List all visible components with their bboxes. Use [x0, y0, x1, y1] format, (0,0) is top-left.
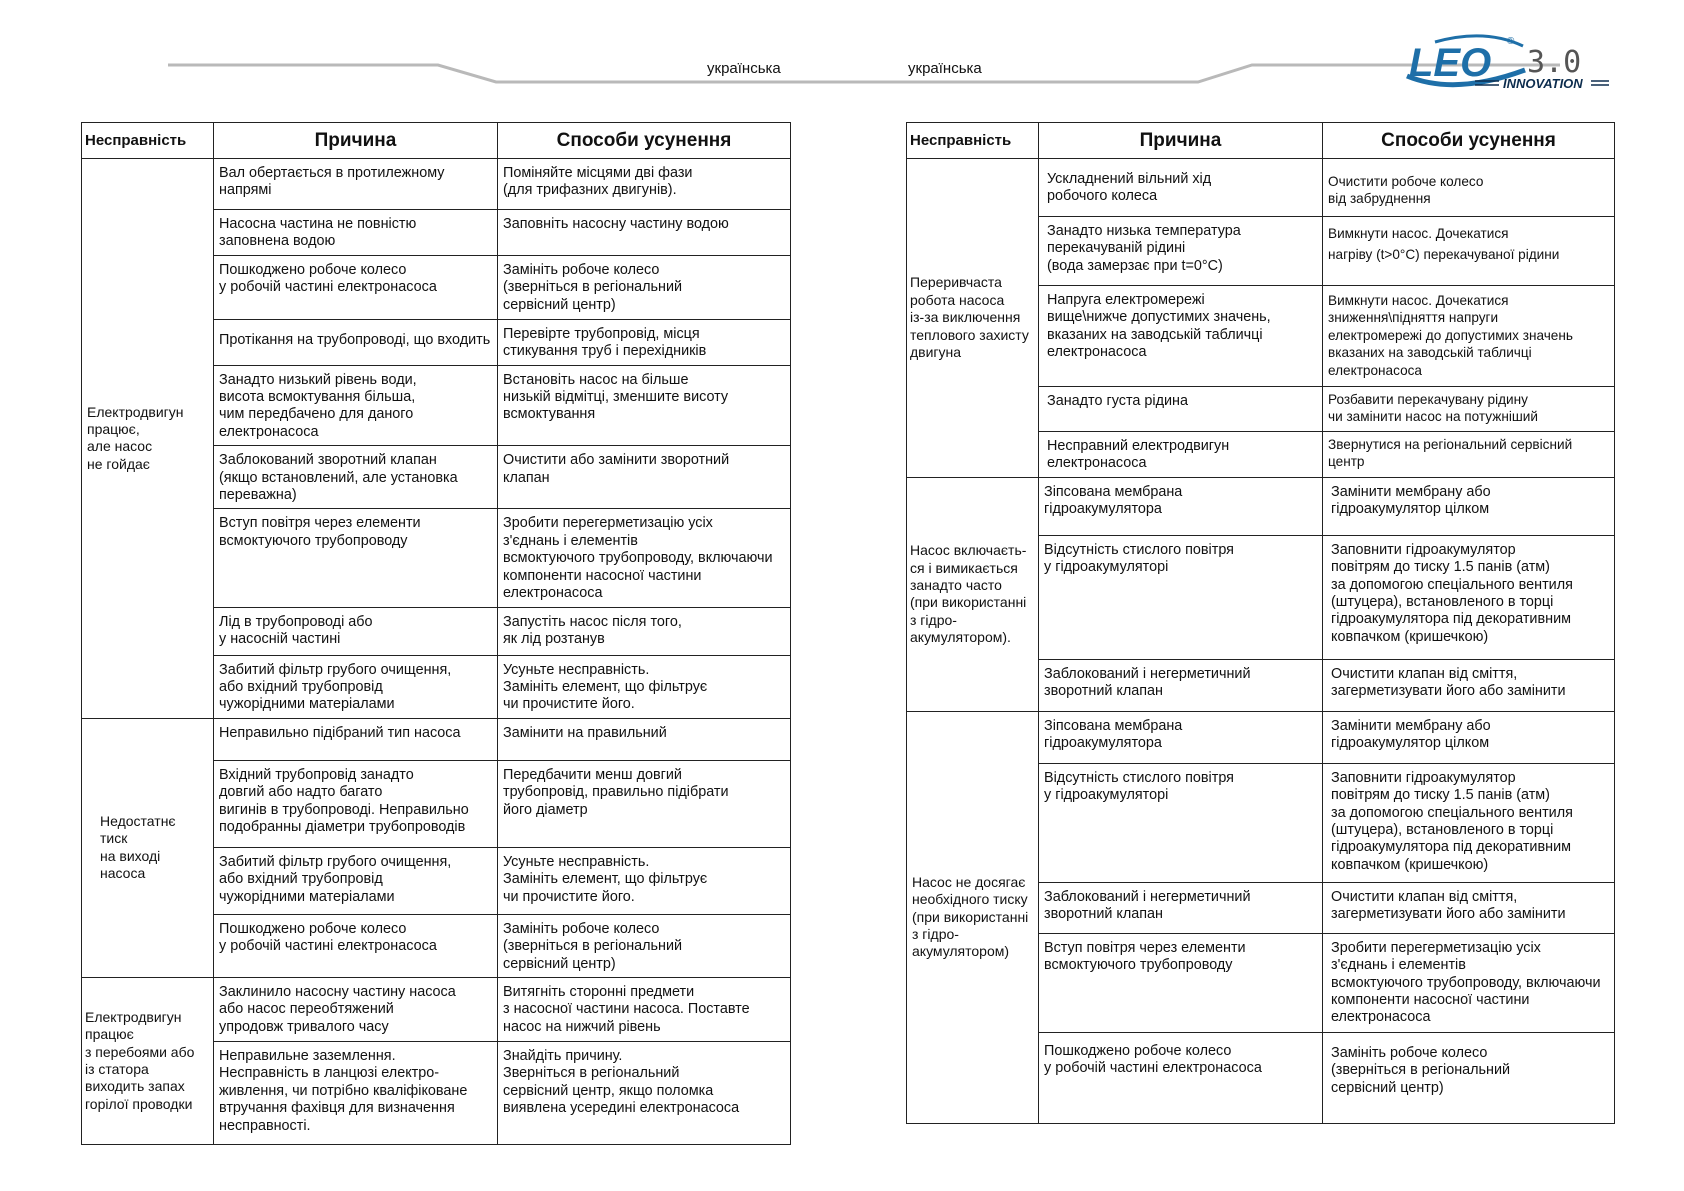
cause-text: Зіпсована мембрана гідроакумулятора	[1044, 483, 1183, 518]
table-row	[907, 159, 1615, 217]
fault-cell	[82, 718, 214, 977]
language-label-right: українська	[908, 60, 982, 77]
fault-text: Переривчаста робота насоса із-за виключення теплового захисту двигуна	[910, 274, 1029, 361]
logo-registered: ®	[1507, 36, 1515, 47]
remedy-text: Вимкнути насос. Дочекатися нагріву (t>0°C) перекачуваної рідини	[1328, 226, 1560, 262]
language-label-left: українська	[707, 60, 781, 77]
troubleshooting-table-left	[81, 122, 791, 1145]
cause-text: Забитий фільтр грубого очищення, або вхідний трубопровід чужорідними матеріалами	[219, 853, 452, 905]
cause-text: Насосна частина не повністю заповнена водою	[219, 216, 417, 250]
table-header-row	[907, 123, 1615, 159]
remedy-text: Замініть робоче колесо (зверніться в регіональний сервісний центр)	[503, 920, 683, 972]
remedy-text: Вимкнути насос. Дочекатися зниження\підняття напруги електромережі до допустимих значень вказаних на заводській табличці електронасоса	[1328, 293, 1573, 378]
cause-text: Пошкоджено робоче колесо у робочій частині електронасоса	[1044, 1042, 1262, 1077]
remedy-text: Зробити перегерметизацію усіх з'єднань і елементів всмоктуючого трубопроводу, включаючи компоненти насосної частини електронасоса	[503, 515, 773, 602]
logo-version: 3.0	[1527, 45, 1582, 80]
cause-text: Лід в трубопроводі або у насосній частині	[219, 613, 373, 647]
table-row	[907, 477, 1615, 535]
table-row	[82, 718, 791, 760]
cause-text: Занадто низька температура перекачуваній рідині (вода замерзає при t=0°C)	[1047, 223, 1241, 274]
table-header-row	[82, 123, 791, 159]
remedy-text: Замініть робоче колесо (зверніться в регіональний сервісний центр)	[503, 261, 683, 313]
cause-text: Забитий фільтр грубого очищення, або вхідний трубопровід чужорідними матеріалами	[219, 661, 452, 713]
fault-cell	[82, 159, 214, 719]
table-row	[82, 159, 791, 210]
column-header-remedy: Способи усунення	[1323, 123, 1615, 159]
remedy-text: Замінити на правильний	[503, 724, 667, 741]
logo-tagline: INNOVATION	[1503, 76, 1583, 91]
cause-text: Пошкоджено робоче колесо у робочій частині електронасоса	[219, 261, 437, 296]
remedy-text: Заповніть насосну частину водою	[503, 216, 729, 232]
cause-text: Вхідний трубопровід занадто довгий або надто багато вигинів в трубопроводі. Неправильно подобранны діаметри трубопроводів	[219, 766, 469, 835]
cause-text: Вал обертається в протилежному напрямі	[219, 165, 445, 199]
cause-text: Заблокований і негерметичний зворотний клапан	[1044, 665, 1251, 700]
troubleshooting-table-right	[906, 122, 1615, 1124]
remedy-text: Витягніть сторонні предмети з насосної частини насоса. Поставте насос на нижчий рівень	[503, 983, 750, 1035]
cause-text: Протікання на трубопроводі, що входить	[219, 331, 491, 348]
cause-text: Заблокований зворотний клапан (якщо встановлений, але установка переважна)	[219, 452, 458, 504]
column-header-cause: Причина	[1039, 123, 1323, 159]
remedy-text: Перевірте трубопровід, місця стикування труб і перехідників	[503, 325, 707, 360]
fault-cell	[82, 977, 214, 1144]
cause-text: Неправильно підібраний тип насоса	[219, 724, 461, 741]
remedy-text: Передбачити менш довгий трубопровід, правильно підібрати його діаметр	[503, 766, 729, 818]
cause-text: Вступ повітря через елементи всмоктуючого трубопроводу	[219, 515, 421, 549]
logo-brand: LEO	[1409, 41, 1492, 85]
remedy-text: Поміняйте місцями дві фази (для трифазних двигунів).	[503, 165, 693, 199]
fault-text: Недостатнє тиск на виході насоса	[100, 813, 176, 882]
remedy-text: Зробити перегерметизацію усіх з'єднань і елементів всмоктуючого трубопроводу, включаючи компоненти насосної частини електронасоса	[1331, 939, 1601, 1026]
remedy-text: Усуньте несправність. Замініть елемент, що фільтрує чи прочистите його.	[503, 661, 708, 713]
fault-cell	[907, 159, 1039, 478]
leo-logo	[1395, 30, 1625, 94]
cause-text: Неправильне заземлення. Несправність в ланцюзі електро- живлення, чи потрібно кваліфіковане втручання фахівця для визначення несправності.	[219, 1047, 468, 1134]
cause-text: Заблокований і негерметичний зворотний клапан	[1044, 888, 1251, 923]
table-row	[907, 711, 1615, 763]
remedy-text: Знайдіть причину. Зверніться в регіональний сервісний центр, якщо поломка виявлена усередині електронасоса	[503, 1047, 740, 1117]
fault-cell	[907, 477, 1039, 711]
cause-text: Заклинило насосну частину насоса або насос переобтяжений упродовж тривалого часу	[219, 983, 456, 1035]
remedy-text: Очистити робоче колесо від забруднення	[1328, 174, 1484, 207]
remedy-text: Очистити клапан від сміття, загерметизувати його або замінити	[1331, 665, 1566, 700]
fault-text: Електродвигун працює, але насос не гойдає	[87, 403, 184, 472]
remedy-text: Замінити мембрану або гідроакумулятор цілком	[1331, 717, 1491, 752]
remedy-text: Запустіть насос після того, як лід розтанув	[503, 613, 682, 647]
cause-text: Ускладнений вільний хід робочого колеса	[1047, 171, 1212, 205]
cause-text: Занадто густа рідина	[1047, 393, 1188, 409]
cause-text: Напруга електромережі вище\нижче допустимих значень, вказаних на заводській табличці електронасоса	[1047, 292, 1271, 361]
remedy-text: Замінити мембрану або гідроакумулятор цілком	[1331, 483, 1491, 518]
remedy-text: Заповнити гідроакумулятор повітрям до тиску 1.5 панів (атм) за допомогою спеціального вентиля (штуцера), встановленого в торці гідроакумулятора під декоративним ковпачком (кришечкою)	[1331, 769, 1573, 873]
cause-text: Занадто низький рівень води, висота всмоктування більша, чим передбачено для даного електронасоса	[219, 371, 417, 440]
column-header-fault: Несправність	[82, 123, 214, 159]
column-header-remedy: Способи усунення	[498, 123, 791, 159]
column-header-cause: Причина	[214, 123, 498, 159]
remedy-text: Замініть робоче колесо (зверніться в регіональний сервісний центр)	[1331, 1044, 1511, 1096]
fault-text: Електродвигун працює з перебоями або із статора виходить запах горілої проводки	[85, 1008, 195, 1112]
fault-text: Насос включаєть- ся і вимикається занадто часто (при використанні з гідро- акумулятором).	[910, 542, 1027, 646]
remedy-text: Встановіть насос на більше низькій відмітці, зменшите висоту всмоктування	[503, 371, 729, 423]
fault-cell	[907, 711, 1039, 1123]
cause-text: Несправний електродвигун електронасоса	[1047, 438, 1230, 472]
cause-text: Відсутність стислого повітря у гідроакумуляторі	[1044, 769, 1234, 804]
remedy-text: Розбавити перекачувану рідину чи замінити насос на потужніший	[1328, 392, 1538, 425]
fault-text: Насос не досягає необхідного тиску (при використанні з гідро- акумулятором)	[912, 873, 1029, 960]
column-header-fault: Несправність	[907, 123, 1039, 159]
remedy-text: Очистити або замінити зворотний клапан	[503, 452, 730, 486]
remedy-text: Заповнити гідроакумулятор повітрям до тиску 1.5 панів (атм) за допомогою спеціального вентиля (штуцера), встановленого в торці гідроакумулятора під декоративним ковпачком (кришечкою)	[1331, 541, 1573, 645]
remedy-text: Очистити клапан від сміття, загерметизувати його або замінити	[1331, 888, 1566, 923]
cause-text: Пошкоджено робоче колесо у робочій частині електронасоса	[219, 920, 437, 955]
cause-text: Вступ повітря через елементи всмоктуючого трубопроводу	[1044, 939, 1246, 974]
cause-text: Зіпсована мембрана гідроакумулятора	[1044, 717, 1183, 752]
remedy-text: Звернутися на регіональний сервісний центр	[1328, 437, 1573, 470]
cause-text: Відсутність стислого повітря у гідроакумуляторі	[1044, 541, 1234, 576]
table-row	[82, 977, 791, 1041]
remedy-text: Усуньте несправність. Замініть елемент, що фільтрує чи прочистите його.	[503, 853, 708, 905]
